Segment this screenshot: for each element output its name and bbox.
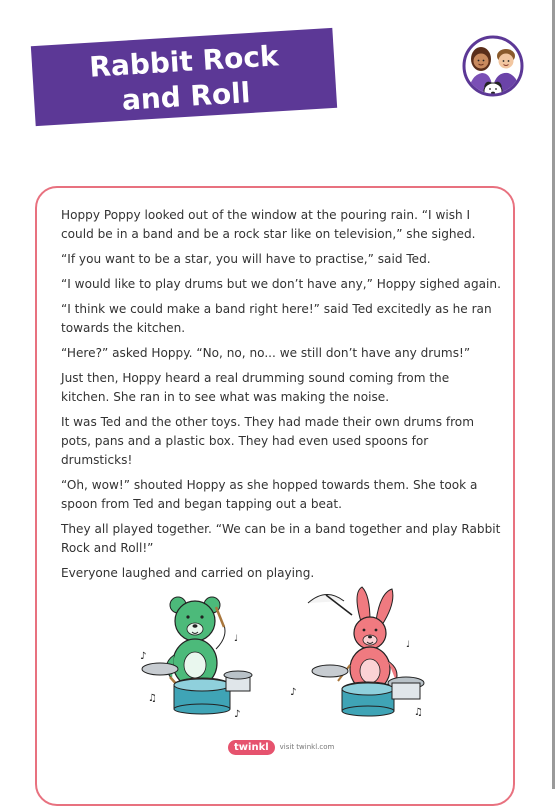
svg-text:♩: ♩ bbox=[406, 640, 411, 650]
footer-link[interactable]: visit twinkl.com bbox=[279, 743, 335, 751]
story-paragraph: Everyone laughed and carried on playing. bbox=[61, 566, 315, 580]
title-line-1: Rabbit Rock bbox=[88, 39, 280, 84]
story-paragraph: Hoppy Poppy looked out of the window at the pouring rain. “I wish I could be in a band and be a rock star like on television,” she sighed. bbox=[61, 208, 476, 241]
story-paragraph: “If you want to be a star, you will have to practise,” said Ted. bbox=[61, 252, 431, 266]
story-paragraph: “Oh, wow!” shouted Hoppy as she hopped towards them. She took a spoon from Ted and began tapping out a beat. bbox=[61, 478, 478, 511]
story-paragraph: “Here?” asked Hoppy. “No, no, no... we still don’t have any drums!” bbox=[61, 346, 471, 360]
green-teddy-bear-drumming-illustration bbox=[140, 597, 252, 720]
svg-text:♫: ♫ bbox=[148, 693, 157, 704]
pink-rabbit-drumming-illustration bbox=[290, 587, 424, 718]
story-paragraph: Just then, Hoppy heard a real drumming sound coming from the kitchen. She ran in to see what was making the noise. bbox=[61, 371, 450, 404]
svg-text:♪: ♪ bbox=[234, 709, 241, 720]
twinkl-logo: twinkl bbox=[228, 740, 275, 755]
svg-text:♪: ♪ bbox=[140, 651, 147, 662]
footer bbox=[228, 736, 334, 758]
story-paragraph: They all played together. “We can be in a band together and play Rabbit Rock and Roll!” bbox=[61, 522, 501, 555]
children-with-dog-avatar-icon bbox=[462, 25, 524, 107]
svg-text:♩: ♩ bbox=[234, 634, 239, 644]
title-line-2: and Roll bbox=[120, 76, 252, 117]
story-paragraph: “I think we could make a band right here!” said Ted excitedly as he ran towards the kitchen. bbox=[61, 302, 492, 335]
story-text bbox=[61, 206, 501, 589]
svg-text:♪: ♪ bbox=[290, 687, 297, 698]
drumming-illustrations bbox=[130, 585, 430, 725]
story-paragraph: “I would like to play drums but we don’t have any,” Hoppy sighed again. bbox=[61, 277, 501, 291]
svg-text:♫: ♫ bbox=[414, 707, 423, 718]
story-paragraph: It was Ted and the other toys. They had made their own drums from pots, pans and a plastic box. They had even used spoons for drumsticks! bbox=[61, 415, 474, 467]
